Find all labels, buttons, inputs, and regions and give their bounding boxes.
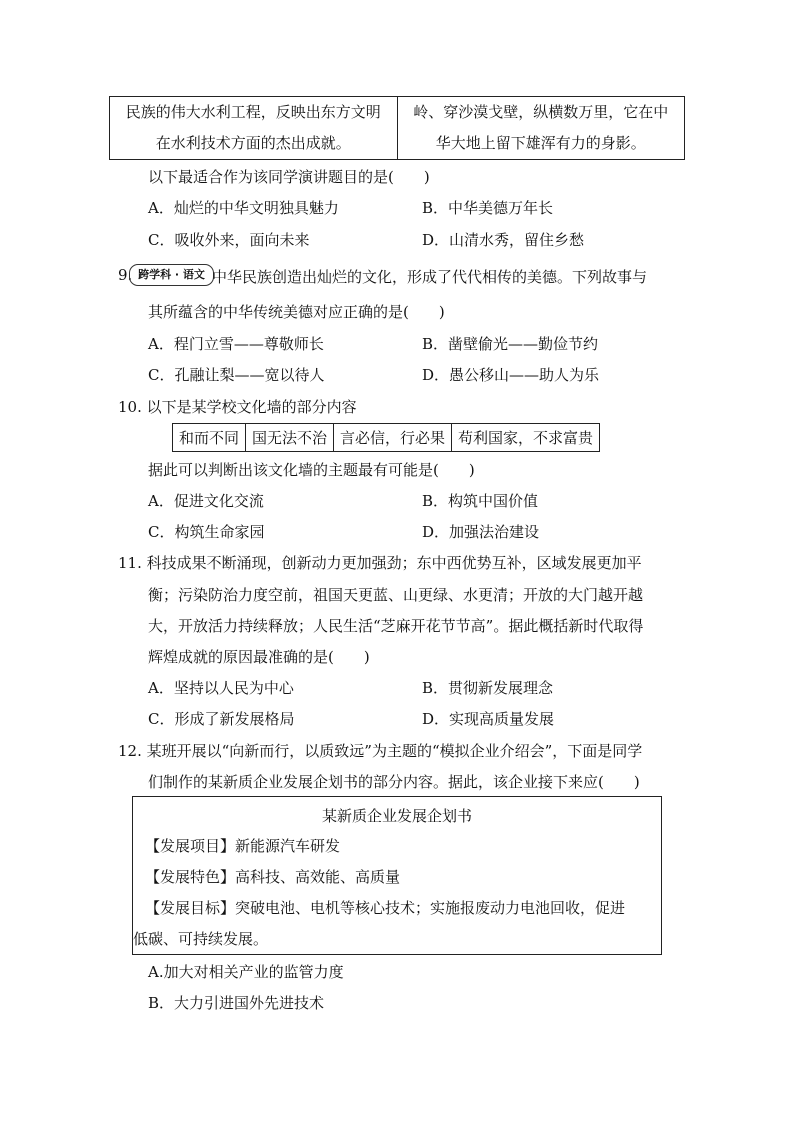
- q11-option-d: D．实现高质量发展: [422, 710, 555, 728]
- continuation-right-line: 华大地上留下雄浑有力的身影。: [435, 134, 646, 152]
- culture-wall-table: [172, 423, 600, 452]
- q10-option-d: D．加强法治建设: [422, 523, 540, 541]
- plan-box-line: 低碳、可持续发展。: [133, 930, 269, 948]
- q10-option-a: A．促进文化交流: [148, 492, 264, 510]
- q9-stem-line-1: 中华民族创造出灿烂的文化，形成了代代相传的美德。下列故事与: [212, 268, 648, 286]
- continuation-left-line: 在水利技术方面的杰出成就。: [155, 134, 351, 152]
- q11-option-c: C．形成了新发展格局: [148, 710, 295, 728]
- continuation-right-line: 岭、穿沙漠戈壁，纵横数万里，它在中: [413, 103, 669, 121]
- culture-wall-item: 和而不同: [173, 424, 246, 452]
- q12-stem-line-2: 们制作的某新质企业发展企划书的部分内容。据此，该企业接下来应( ): [148, 773, 640, 791]
- q11-stem-line-4: 辉煌成就的原因最准确的是( ): [148, 648, 370, 666]
- q9-option-a: A．程门立雪——尊敬师长: [148, 335, 324, 353]
- q9-option-b: B．凿壁偷光——勤俭节约: [422, 335, 599, 353]
- cross-subject-tag: 跨学科 · 语文: [129, 264, 214, 286]
- culture-wall-item: 国无法不治: [246, 424, 334, 452]
- q12-stem-line-1: 12. 某班开展以“向新而行，以质致远”为主题的“模拟企业介绍会”，下面是同学: [118, 742, 643, 760]
- q10-option-b: B．构筑中国价值: [422, 492, 539, 510]
- q9-option-d: D．愚公移山——助人为乐: [422, 366, 600, 384]
- plan-box-title: 某新质企业发展企划书: [321, 807, 472, 825]
- q11-stem-line-2: 衡；污染防治力度空前，祖国天更蓝、山更绿、水更清；开放的大门越开越: [148, 586, 644, 604]
- plan-box-line: 【发展项目】新能源汽车研发: [145, 837, 341, 855]
- enterprise-plan-box: [132, 796, 662, 955]
- q8-stem: 以下最适合作为该同学演讲题目的是( ): [148, 168, 430, 186]
- q11-option-b: B．贯彻新发展理念: [422, 679, 554, 697]
- continuation-left-line: 民族的伟大水利工程，反映出东方文明: [125, 103, 381, 121]
- q9-number: 9.: [118, 266, 133, 284]
- q10-stem: 10. 以下是某学校文化墙的部分内容: [118, 398, 357, 416]
- q8-option-d: D．山清水秀，留住乡愁: [422, 231, 585, 249]
- q10-option-c: C．构筑生命家园: [148, 523, 265, 541]
- q9-option-c: C．孔融让梨——宽以待人: [148, 366, 325, 384]
- q11-stem-line-3: 大，开放活力持续释放；人民生活“芝麻开花节节高”。据此概括新时代取得: [148, 617, 644, 635]
- continuation-left-cell: [110, 97, 398, 160]
- culture-wall-item: 苟利国家，不求富贵: [452, 424, 600, 452]
- q8-option-a: A．灿烂的中华文明独具魅力: [148, 199, 339, 217]
- culture-wall-item: 言必信，行必果: [334, 424, 452, 452]
- plan-box-line: 【发展目标】突破电池、电机等核心技术；实施报废动力电池回收，促进: [145, 899, 626, 917]
- plan-box-line: 【发展特色】高科技、高效能、高质量: [145, 868, 401, 886]
- q8-option-b: B．中华美德万年长: [422, 199, 554, 217]
- q11-option-a: A．坚持以人民为中心: [148, 679, 294, 697]
- q10-stem-line-2: 据此可以判断出该文化墙的主题最有可能是( ): [148, 461, 475, 479]
- continuation-table: [109, 96, 685, 160]
- q8-option-c: C．吸收外来，面向未来: [148, 231, 310, 249]
- q9-stem-line-2: 其所蕴含的中华传统美德对应正确的是( ): [148, 303, 445, 321]
- q12-option-a: A.加大对相关产业的监管力度: [148, 963, 344, 981]
- q11-stem-line-1: 11. 科技成果不断涌现，创新动力更加强劲；东中西优势互补，区域发展更加平: [118, 554, 642, 572]
- q12-option-b: B．大力引进国外先进技术: [148, 994, 325, 1012]
- continuation-right-cell: [397, 97, 685, 160]
